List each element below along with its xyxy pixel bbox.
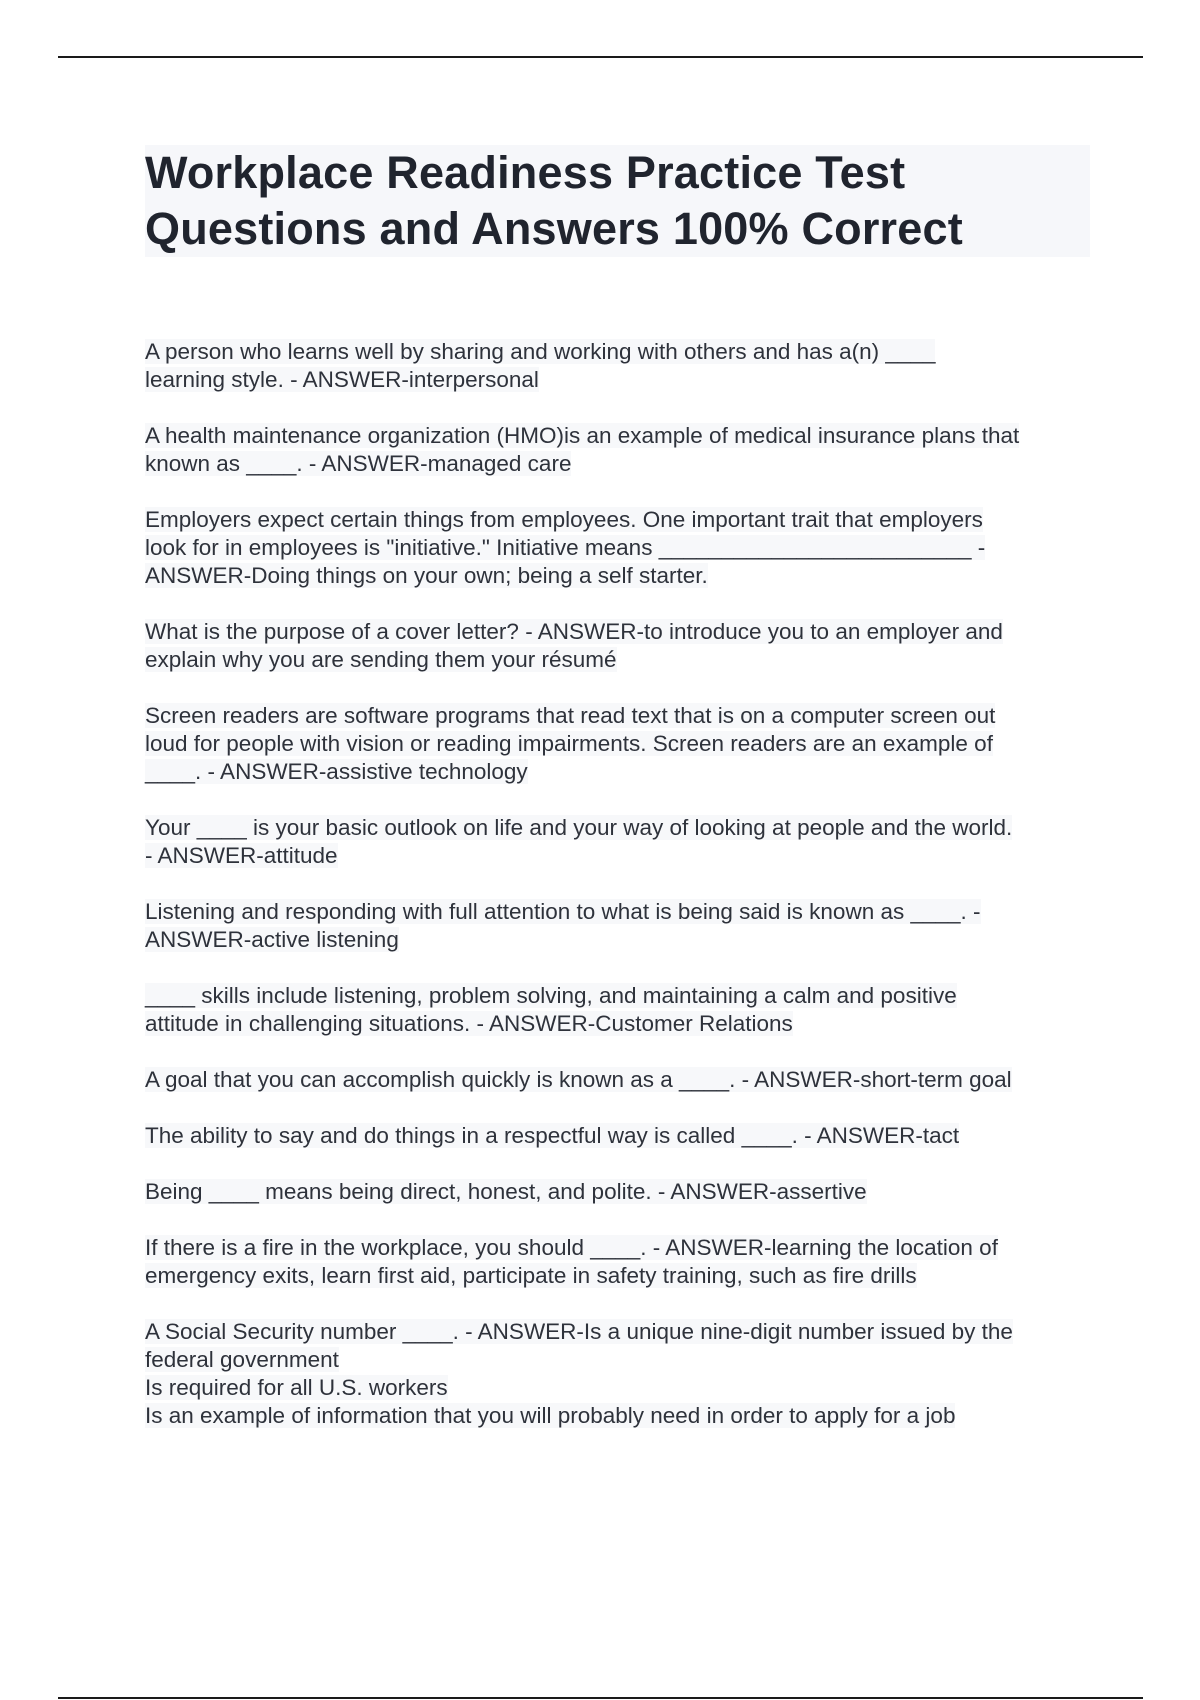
qa-item-2	[145, 422, 1095, 478]
qa-text: Being ____ means being direct, honest, and polite. - ANSWER-assertive	[145, 1179, 867, 1204]
qa-text: Listening and responding with full attention to what is being said is known as ____. - ANSWER-active listening	[145, 899, 981, 952]
qa-item-11	[145, 1178, 1095, 1206]
qa-text: A goal that you can accomplish quickly is known as a ____. - ANSWER-short-term goal	[145, 1067, 1012, 1092]
qa-text: Screen readers are software programs that read text that is on a computer screen out loud for people with vision or reading impairments. Screen readers are an example of ____. - ANSWER-assistive technology	[145, 703, 996, 784]
qa-text: The ability to say and do things in a respectful way is called ____. - ANSWER-tact	[145, 1123, 960, 1148]
document-title: Workplace Readiness Practice Test Questions and Answers 100% Correct	[145, 147, 963, 254]
qa-item-6	[145, 814, 1095, 870]
qa-item-13	[145, 1318, 1095, 1430]
qa-item-1	[145, 338, 1095, 394]
qa-text: A Social Security number ____. - ANSWER-Is a unique nine-digit number issued by the federal government Is required for all U.S. workers Is an example of information that you will probably need in order to apply for a job	[145, 1319, 1013, 1428]
header-rule	[58, 56, 1143, 58]
title-block	[145, 145, 1090, 257]
qa-item-12	[145, 1234, 1095, 1290]
qa-text: Your ____ is your basic outlook on life and your way of looking at people and the world. - ANSWER-attitude	[145, 815, 1013, 868]
qa-item-7	[145, 898, 1095, 954]
qa-text: A health maintenance organization (HMO)is an example of medical insurance plans that known as ____. - ANSWER-managed care	[145, 423, 1020, 476]
question-answer-list	[145, 338, 1095, 1458]
qa-item-10	[145, 1122, 1095, 1150]
qa-item-5	[145, 702, 1095, 786]
qa-item-9	[145, 1066, 1095, 1094]
qa-item-3	[145, 506, 1095, 590]
qa-item-4	[145, 618, 1095, 674]
qa-text: If there is a fire in the workplace, you should ____. - ANSWER-learning the location of emergency exits, learn first aid, participate in safety training, such as fire drills	[145, 1235, 998, 1288]
qa-text: What is the purpose of a cover letter? - ANSWER-to introduce you to an employer and explain why you are sending them your résumé	[145, 619, 1003, 672]
qa-text: Employers expect certain things from employees. One important trait that employers look for in employees is "initiative." Initiative means _________________________ - ANSWER-Doing things on your own; being a self starter.	[145, 507, 986, 588]
qa-item-8	[145, 982, 1095, 1038]
footer-rule	[58, 1697, 1143, 1699]
qa-text: ____ skills include listening, problem solving, and maintaining a calm and positive attitude in challenging situations. - ANSWER-Customer Relations	[145, 983, 957, 1036]
qa-text: A person who learns well by sharing and working with others and has a(n) ____ learning style. - ANSWER-interpersonal	[145, 339, 936, 392]
